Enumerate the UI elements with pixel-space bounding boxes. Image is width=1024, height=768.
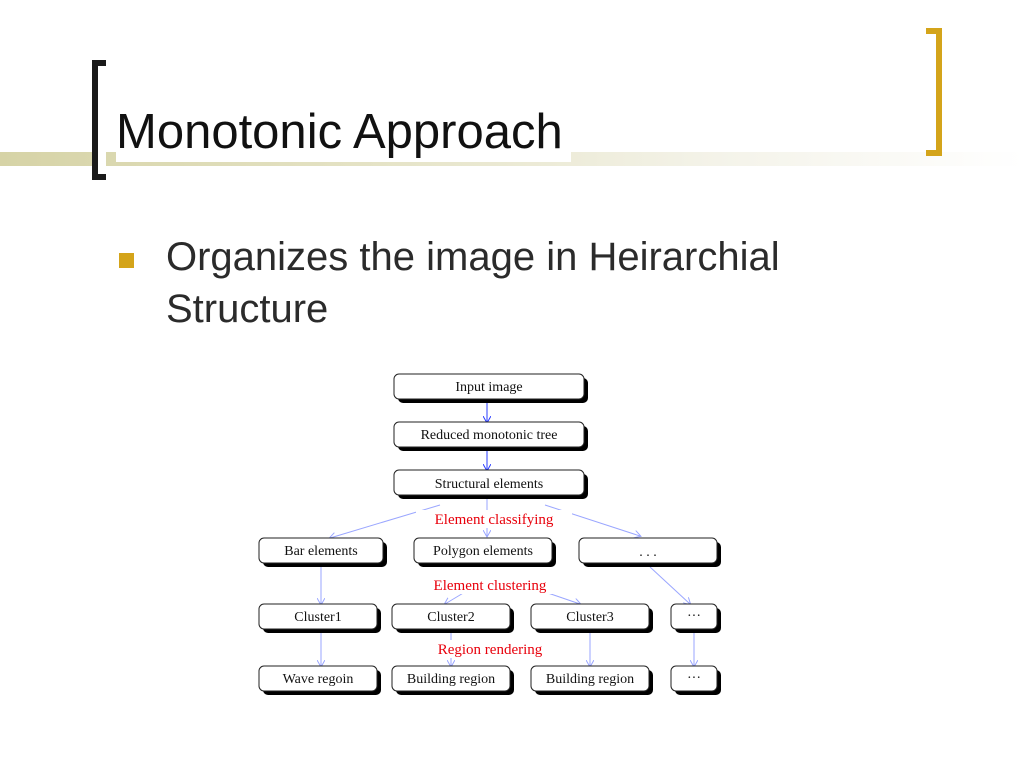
node-bar [259,538,387,567]
node-more-elements [579,538,721,567]
node-building-2 [531,666,653,695]
stage-labels [416,510,572,658]
node-structural [394,470,588,499]
node-building-2-label: Building region [545,672,635,687]
arrow-more-to-more-clusters [650,567,690,604]
node-more-regions-label: ··· [687,671,701,686]
node-more-regions [671,666,721,695]
node-tree-label: Reduced monotonic tree [420,428,558,443]
node-cluster1-label: Cluster1 [294,610,342,625]
bullet-text: Organizes the image in Heirarchial Structure [166,235,780,331]
node-more-clusters [671,604,721,633]
node-input [394,374,588,403]
node-bar-label: Bar elements [284,544,358,559]
node-cluster1 [259,604,381,633]
node-cluster3-label: Cluster3 [566,610,614,625]
node-cluster3 [531,604,653,633]
node-polygon-label: Polygon elements [433,544,533,559]
stage-label-cluster: Element clustering [433,578,547,594]
node-building-1-label: Building region [406,672,496,687]
stage-label-render: Region rendering [437,642,543,658]
node-more-elements-label: . . . [639,545,657,560]
node-building-1 [392,666,514,695]
stage-label-classify: Element classifying [434,512,554,528]
node-cluster2 [392,604,514,633]
node-polygon [414,538,556,567]
node-input-label: Input image [455,380,523,395]
node-cluster2-label: Cluster2 [427,610,475,625]
node-more-clusters-label: ··· [687,609,701,624]
node-wave [259,666,381,695]
slide-title: Monotonic Approach [116,102,571,162]
node-tree [394,422,588,451]
node-wave-label: Wave regoin [282,672,354,687]
node-structural-label: Structural elements [434,477,544,492]
